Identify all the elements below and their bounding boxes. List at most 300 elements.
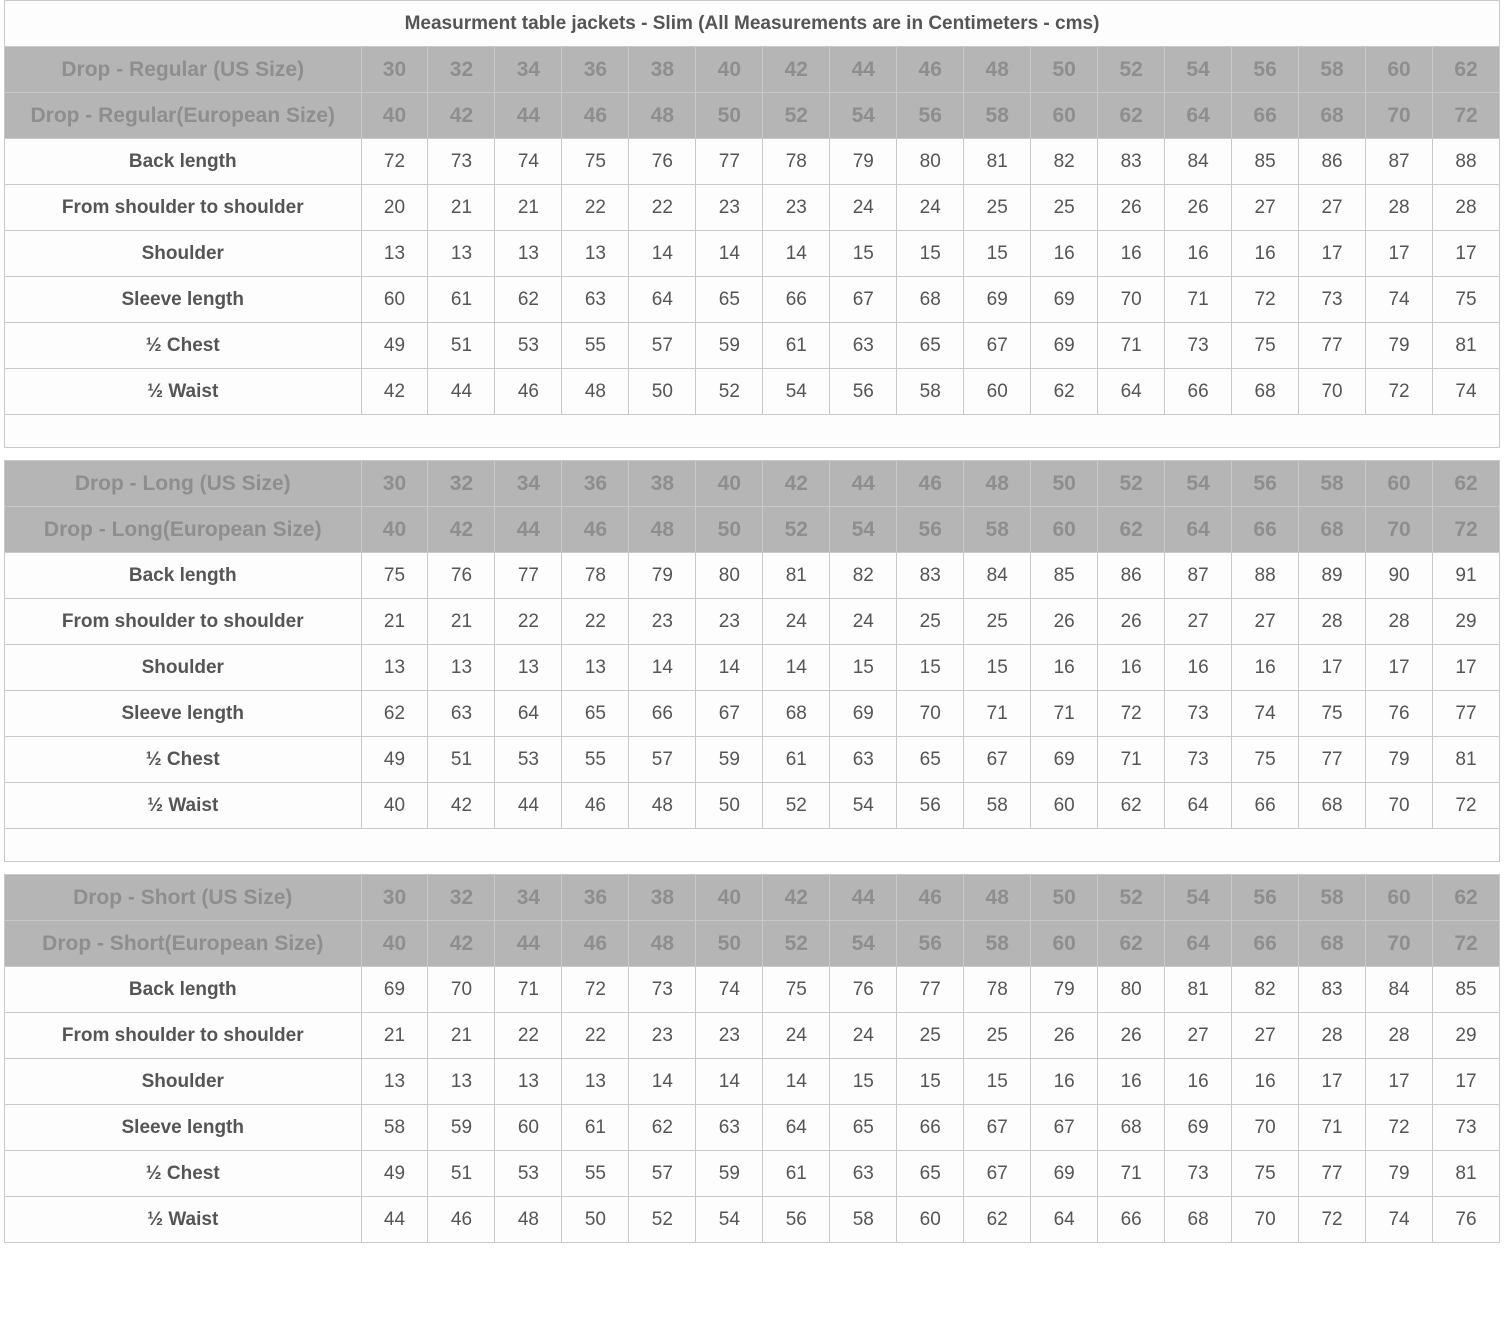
measurement-value: 59 <box>428 1105 495 1151</box>
measurement-value: 55 <box>562 323 629 369</box>
measurement-value: 73 <box>1165 691 1232 737</box>
measurement-value: 74 <box>495 139 562 185</box>
measurement-value: 14 <box>696 231 763 277</box>
eu-size-cell: 60 <box>1031 507 1098 553</box>
measurement-value: 88 <box>1232 553 1299 599</box>
measurement-value: 16 <box>1232 1059 1299 1105</box>
measurement-value: 26 <box>1031 599 1098 645</box>
eu-size-cell: 46 <box>562 921 629 967</box>
measurement-value: 64 <box>1165 783 1232 829</box>
measurement-value: 65 <box>830 1105 897 1151</box>
measurement-value: 24 <box>830 185 897 231</box>
us-size-cell: 50 <box>1031 47 1098 93</box>
table-row <box>5 553 1500 599</box>
measurement-value: 26 <box>1098 1013 1165 1059</box>
eu-size-header-label: Drop - Long(European Size) <box>5 507 362 553</box>
measurement-value: 15 <box>964 1059 1031 1105</box>
table-row <box>5 599 1500 645</box>
measurement-value: 61 <box>763 1151 830 1197</box>
measurement-value: 62 <box>1098 783 1165 829</box>
measurement-value: 16 <box>1031 1059 1098 1105</box>
measurement-value: 82 <box>830 553 897 599</box>
measurement-value: 72 <box>1299 1197 1366 1243</box>
measurement-value: 58 <box>897 369 964 415</box>
eu-size-cell: 52 <box>763 507 830 553</box>
measurement-value: 72 <box>1366 369 1433 415</box>
measurement-value: 14 <box>629 645 696 691</box>
measurement-value: 52 <box>763 783 830 829</box>
table-row <box>5 231 1500 277</box>
measurement-label: ½ Chest <box>5 323 362 369</box>
measurement-value: 88 <box>1433 139 1500 185</box>
eu-size-cell: 50 <box>696 507 763 553</box>
eu-size-cell: 44 <box>495 93 562 139</box>
measurement-value: 17 <box>1299 645 1366 691</box>
measurement-value: 67 <box>964 737 1031 783</box>
measurement-value: 50 <box>696 783 763 829</box>
measurement-value: 29 <box>1433 599 1500 645</box>
measurement-value: 80 <box>696 553 763 599</box>
measurement-value: 13 <box>361 1059 428 1105</box>
measurement-value: 69 <box>361 967 428 1013</box>
us-size-cell: 32 <box>428 461 495 507</box>
measurement-value: 44 <box>495 783 562 829</box>
table-row <box>5 691 1500 737</box>
eu-size-cell: 46 <box>562 93 629 139</box>
us-size-cell: 38 <box>629 461 696 507</box>
us-size-cell: 62 <box>1433 461 1500 507</box>
measurement-label: Sleeve length <box>5 691 362 737</box>
measurement-value: 66 <box>1232 783 1299 829</box>
measurement-label: Back length <box>5 139 362 185</box>
measurement-value: 44 <box>428 369 495 415</box>
measurement-value: 69 <box>1031 1151 1098 1197</box>
us-size-cell: 34 <box>495 875 562 921</box>
measurement-value: 26 <box>1098 185 1165 231</box>
measurement-value: 79 <box>1366 737 1433 783</box>
measurement-value: 72 <box>562 967 629 1013</box>
table-row <box>5 1197 1500 1243</box>
measurement-value: 89 <box>1299 553 1366 599</box>
measurement-value: 79 <box>1366 1151 1433 1197</box>
measurement-value: 70 <box>1232 1105 1299 1151</box>
eu-size-cell: 68 <box>1299 93 1366 139</box>
measurement-value: 25 <box>964 1013 1031 1059</box>
measurement-value: 13 <box>428 1059 495 1105</box>
eu-size-cell: 60 <box>1031 921 1098 967</box>
measurement-value: 78 <box>763 139 830 185</box>
eu-size-cell: 64 <box>1165 93 1232 139</box>
us-size-cell: 50 <box>1031 461 1098 507</box>
measurement-value: 54 <box>830 783 897 829</box>
measurement-value: 22 <box>495 599 562 645</box>
measurement-value: 61 <box>763 737 830 783</box>
section-gap <box>5 862 1500 875</box>
measurement-value: 15 <box>964 645 1031 691</box>
measurement-label: From shoulder to shoulder <box>5 1013 362 1059</box>
measurement-value: 22 <box>562 599 629 645</box>
eu-size-cell: 56 <box>897 93 964 139</box>
us-size-cell: 60 <box>1366 461 1433 507</box>
measurement-value: 65 <box>897 737 964 783</box>
us-size-cell: 36 <box>562 47 629 93</box>
us-size-cell: 36 <box>562 875 629 921</box>
measurement-value: 24 <box>830 599 897 645</box>
measurement-value: 15 <box>830 1059 897 1105</box>
measurement-value: 26 <box>1165 185 1232 231</box>
eu-size-cell: 60 <box>1031 93 1098 139</box>
eu-size-cell: 72 <box>1433 921 1500 967</box>
us-size-cell: 60 <box>1366 47 1433 93</box>
measurement-value: 83 <box>1098 139 1165 185</box>
measurement-value: 70 <box>1366 783 1433 829</box>
measurement-value: 71 <box>1165 277 1232 323</box>
size-header-row-eu <box>5 921 1500 967</box>
measurement-value: 14 <box>696 1059 763 1105</box>
measurement-value: 77 <box>897 967 964 1013</box>
measurement-value: 70 <box>428 967 495 1013</box>
eu-size-cell: 62 <box>1098 93 1165 139</box>
measurement-value: 79 <box>830 139 897 185</box>
table-row <box>5 1059 1500 1105</box>
measurement-value: 84 <box>1366 967 1433 1013</box>
table-row <box>5 737 1500 783</box>
measurement-value: 52 <box>629 1197 696 1243</box>
measurement-value: 86 <box>1299 139 1366 185</box>
eu-size-cell: 56 <box>897 921 964 967</box>
measurement-value: 24 <box>763 1013 830 1059</box>
measurement-value: 28 <box>1433 185 1500 231</box>
measurement-value: 14 <box>763 1059 830 1105</box>
us-size-cell: 62 <box>1433 875 1500 921</box>
measurement-value: 73 <box>1299 277 1366 323</box>
measurement-value: 23 <box>763 185 830 231</box>
measurement-value: 71 <box>1299 1105 1366 1151</box>
measurement-value: 48 <box>629 783 696 829</box>
measurement-label: Back length <box>5 967 362 1013</box>
size-header-row-eu <box>5 507 1500 553</box>
measurement-value: 62 <box>495 277 562 323</box>
eu-size-cell: 50 <box>696 93 763 139</box>
measurement-value: 48 <box>562 369 629 415</box>
measurement-value: 75 <box>1299 691 1366 737</box>
measurement-value: 58 <box>830 1197 897 1243</box>
measurement-value: 54 <box>696 1197 763 1243</box>
measurement-value: 68 <box>763 691 830 737</box>
measurement-value: 17 <box>1299 1059 1366 1105</box>
measurement-label: Back length <box>5 553 362 599</box>
us-size-cell: 36 <box>562 461 629 507</box>
measurement-value: 13 <box>562 645 629 691</box>
measurement-value: 71 <box>495 967 562 1013</box>
measurement-label: ½ Waist <box>5 369 362 415</box>
measurement-value: 15 <box>830 231 897 277</box>
us-size-cell: 44 <box>830 875 897 921</box>
measurement-value: 49 <box>361 1151 428 1197</box>
measurement-value: 28 <box>1366 185 1433 231</box>
measurement-value: 77 <box>1299 323 1366 369</box>
measurement-value: 27 <box>1232 599 1299 645</box>
measurement-value: 23 <box>629 599 696 645</box>
us-size-cell: 32 <box>428 47 495 93</box>
measurement-value: 28 <box>1366 1013 1433 1059</box>
measurement-value: 84 <box>964 553 1031 599</box>
us-size-cell: 40 <box>696 461 763 507</box>
measurement-value: 22 <box>562 185 629 231</box>
measurement-value: 76 <box>629 139 696 185</box>
measurement-value: 63 <box>830 1151 897 1197</box>
measurement-label: Sleeve length <box>5 277 362 323</box>
us-size-cell: 46 <box>897 461 964 507</box>
measurement-value: 17 <box>1433 231 1500 277</box>
measurement-value: 85 <box>1031 553 1098 599</box>
us-size-header-label: Drop - Short (US Size) <box>5 875 362 921</box>
us-size-cell: 40 <box>696 875 763 921</box>
eu-size-header-label: Drop - Short(European Size) <box>5 921 362 967</box>
eu-size-cell: 72 <box>1433 93 1500 139</box>
measurement-value: 62 <box>1031 369 1098 415</box>
measurement-value: 21 <box>428 185 495 231</box>
measurement-value: 25 <box>1031 185 1098 231</box>
size-header-row-us <box>5 875 1500 921</box>
us-size-cell: 58 <box>1299 875 1366 921</box>
measurement-value: 16 <box>1098 645 1165 691</box>
us-size-cell: 48 <box>964 461 1031 507</box>
eu-size-cell: 52 <box>763 93 830 139</box>
measurement-value: 77 <box>495 553 562 599</box>
measurement-value: 14 <box>629 1059 696 1105</box>
measurement-value: 24 <box>830 1013 897 1059</box>
measurement-value: 66 <box>763 277 830 323</box>
us-size-cell: 52 <box>1098 875 1165 921</box>
measurement-value: 14 <box>696 645 763 691</box>
measurement-value: 23 <box>629 1013 696 1059</box>
measurement-value: 66 <box>1098 1197 1165 1243</box>
us-size-cell: 54 <box>1165 461 1232 507</box>
eu-size-cell: 54 <box>830 921 897 967</box>
measurement-value: 15 <box>964 231 1031 277</box>
measurement-value: 76 <box>428 553 495 599</box>
measurement-value: 21 <box>428 599 495 645</box>
eu-size-cell: 58 <box>964 93 1031 139</box>
size-header-row-eu <box>5 93 1500 139</box>
measurement-value: 68 <box>1232 369 1299 415</box>
us-size-cell: 48 <box>964 47 1031 93</box>
us-size-cell: 56 <box>1232 461 1299 507</box>
eu-size-cell: 58 <box>964 507 1031 553</box>
measurement-value: 66 <box>1165 369 1232 415</box>
eu-size-cell: 44 <box>495 507 562 553</box>
measurement-value: 63 <box>696 1105 763 1151</box>
eu-size-cell: 72 <box>1433 507 1500 553</box>
eu-size-cell: 62 <box>1098 507 1165 553</box>
table-row <box>5 1105 1500 1151</box>
us-size-cell: 42 <box>763 461 830 507</box>
measurement-value: 23 <box>696 185 763 231</box>
measurement-value: 17 <box>1299 231 1366 277</box>
measurement-value: 64 <box>763 1105 830 1151</box>
size-header-row-us <box>5 461 1500 507</box>
measurement-value: 80 <box>1098 967 1165 1013</box>
measurement-value: 14 <box>763 645 830 691</box>
us-size-cell: 52 <box>1098 461 1165 507</box>
us-size-cell: 44 <box>830 47 897 93</box>
table-row <box>5 369 1500 415</box>
measurement-value: 75 <box>1232 323 1299 369</box>
measurement-value: 13 <box>495 645 562 691</box>
measurement-value: 59 <box>696 323 763 369</box>
us-size-cell: 56 <box>1232 875 1299 921</box>
measurement-value: 60 <box>1031 783 1098 829</box>
measurement-value: 16 <box>1165 1059 1232 1105</box>
measurement-value: 26 <box>1098 599 1165 645</box>
measurement-value: 17 <box>1366 1059 1433 1105</box>
measurement-value: 46 <box>428 1197 495 1243</box>
measurement-value: 17 <box>1366 231 1433 277</box>
measurement-value: 22 <box>495 1013 562 1059</box>
us-size-cell: 58 <box>1299 47 1366 93</box>
measurement-value: 83 <box>1299 967 1366 1013</box>
measurement-value: 73 <box>1165 1151 1232 1197</box>
measurement-value: 69 <box>1165 1105 1232 1151</box>
measurement-value: 16 <box>1031 645 1098 691</box>
table-row <box>5 277 1500 323</box>
measurement-value: 75 <box>1433 277 1500 323</box>
measurement-value: 70 <box>1299 369 1366 415</box>
measurement-value: 60 <box>361 277 428 323</box>
measurement-value: 56 <box>897 783 964 829</box>
measurement-value: 74 <box>1232 691 1299 737</box>
measurement-value: 62 <box>629 1105 696 1151</box>
measurement-value: 57 <box>629 737 696 783</box>
measurement-value: 55 <box>562 737 629 783</box>
measurement-value: 81 <box>763 553 830 599</box>
measurement-value: 13 <box>495 231 562 277</box>
measurement-value: 50 <box>629 369 696 415</box>
measurement-value: 72 <box>1366 1105 1433 1151</box>
table-row <box>5 1151 1500 1197</box>
measurement-value: 62 <box>361 691 428 737</box>
measurement-value: 85 <box>1433 967 1500 1013</box>
eu-size-cell: 48 <box>629 507 696 553</box>
measurement-value: 57 <box>629 1151 696 1197</box>
measurement-value: 67 <box>830 277 897 323</box>
us-size-header-label: Drop - Long (US Size) <box>5 461 362 507</box>
measurement-value: 63 <box>562 277 629 323</box>
eu-size-cell: 66 <box>1232 507 1299 553</box>
measurement-table <box>4 0 1500 1243</box>
section-spacer <box>5 829 1500 862</box>
measurement-value: 50 <box>562 1197 629 1243</box>
table-row <box>5 783 1500 829</box>
us-size-cell: 44 <box>830 461 897 507</box>
measurement-value: 74 <box>1366 277 1433 323</box>
measurement-value: 68 <box>1165 1197 1232 1243</box>
table-row <box>5 967 1500 1013</box>
us-size-cell: 58 <box>1299 461 1366 507</box>
measurement-value: 24 <box>897 185 964 231</box>
measurement-value: 62 <box>964 1197 1031 1243</box>
measurement-value: 74 <box>1366 1197 1433 1243</box>
measurement-value: 79 <box>629 553 696 599</box>
measurement-value: 23 <box>696 599 763 645</box>
measurement-value: 68 <box>1299 783 1366 829</box>
measurement-value: 80 <box>897 139 964 185</box>
eu-size-cell: 50 <box>696 921 763 967</box>
us-size-cell: 42 <box>763 875 830 921</box>
measurement-value: 66 <box>629 691 696 737</box>
measurement-value: 72 <box>1433 783 1500 829</box>
measurement-value: 49 <box>361 323 428 369</box>
measurement-value: 24 <box>763 599 830 645</box>
measurement-value: 52 <box>696 369 763 415</box>
measurement-value: 67 <box>696 691 763 737</box>
measurement-label: ½ Chest <box>5 1151 362 1197</box>
measurement-value: 42 <box>361 369 428 415</box>
measurement-value: 51 <box>428 737 495 783</box>
measurement-value: 70 <box>897 691 964 737</box>
us-size-header-label: Drop - Regular (US Size) <box>5 47 362 93</box>
measurement-value: 83 <box>897 553 964 599</box>
measurement-value: 65 <box>696 277 763 323</box>
measurement-label: ½ Waist <box>5 783 362 829</box>
table-row <box>5 185 1500 231</box>
us-size-cell: 30 <box>361 47 428 93</box>
measurement-value: 69 <box>1031 323 1098 369</box>
measurement-value: 75 <box>562 139 629 185</box>
measurement-value: 16 <box>1098 231 1165 277</box>
us-size-cell: 54 <box>1165 47 1232 93</box>
measurement-label: From shoulder to shoulder <box>5 185 362 231</box>
measurement-value: 13 <box>428 645 495 691</box>
measurement-value: 73 <box>428 139 495 185</box>
us-size-cell: 48 <box>964 875 1031 921</box>
measurement-value: 27 <box>1165 599 1232 645</box>
measurement-value: 27 <box>1232 185 1299 231</box>
measurement-value: 60 <box>964 369 1031 415</box>
measurement-value: 77 <box>696 139 763 185</box>
measurement-value: 28 <box>1299 599 1366 645</box>
measurement-value: 64 <box>629 277 696 323</box>
measurement-value: 71 <box>1098 737 1165 783</box>
table-row <box>5 323 1500 369</box>
measurement-value: 86 <box>1098 553 1165 599</box>
measurement-value: 60 <box>495 1105 562 1151</box>
measurement-value: 67 <box>1031 1105 1098 1151</box>
measurement-value: 46 <box>562 783 629 829</box>
measurement-value: 84 <box>1165 139 1232 185</box>
section-spacer-cell <box>5 415 1500 448</box>
measurement-value: 56 <box>763 1197 830 1243</box>
eu-size-cell: 48 <box>629 921 696 967</box>
measurement-value: 64 <box>495 691 562 737</box>
measurement-value: 74 <box>1433 369 1500 415</box>
measurement-value: 73 <box>629 967 696 1013</box>
measurement-value: 72 <box>1098 691 1165 737</box>
measurement-value: 16 <box>1031 231 1098 277</box>
measurement-value: 17 <box>1433 1059 1500 1105</box>
measurement-value: 78 <box>964 967 1031 1013</box>
measurement-label: ½ Chest <box>5 737 362 783</box>
eu-size-cell: 40 <box>361 507 428 553</box>
measurement-value: 63 <box>830 323 897 369</box>
measurement-value: 81 <box>964 139 1031 185</box>
measurement-value: 75 <box>361 553 428 599</box>
us-size-cell: 38 <box>629 47 696 93</box>
eu-size-cell: 54 <box>830 93 897 139</box>
us-size-cell: 54 <box>1165 875 1232 921</box>
measurement-value: 71 <box>1031 691 1098 737</box>
